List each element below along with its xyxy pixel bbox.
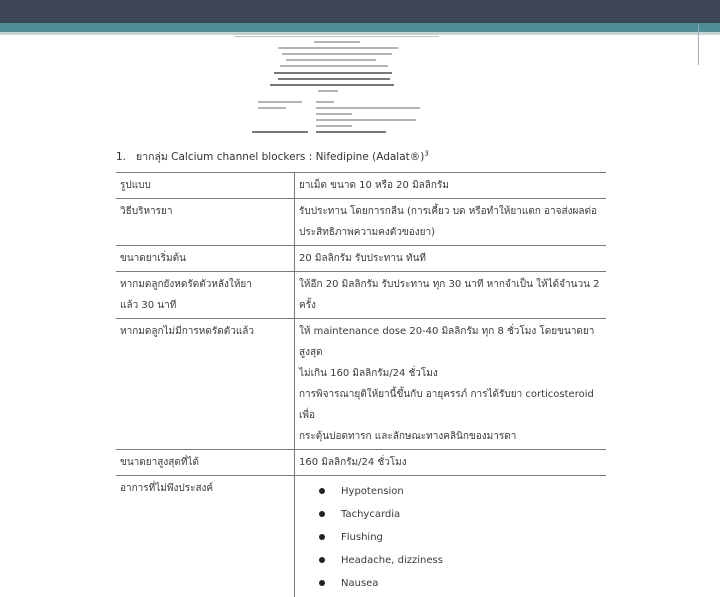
- scanned-document-header: [234, 33, 439, 141]
- row-label: [116, 272, 295, 319]
- slide-top-bar: [0, 0, 720, 23]
- row-label-line: วิธีบริหารยา: [120, 201, 290, 222]
- bullet-icon: [319, 557, 325, 563]
- row-value-line: การพิจารณายุติให้ยานี้ขึ้นกับ อายุครรภ์ การได้รับยา corticosteroid เพื่อ: [299, 384, 602, 426]
- side-effects-list: [299, 480, 602, 595]
- row-value-line: 20 มิลลิกรัม รับประทาน ทันที: [299, 248, 602, 269]
- side-effect-text: Nausea: [341, 578, 378, 589]
- row-value-line: รับประทาน โดยการกลืน (การเคี้ยว บด หรือทำให้ยาแตก อาจส่งผลต่อ: [299, 201, 602, 222]
- slide-corner-frame: [698, 25, 720, 65]
- table-row-side-effects: [116, 476, 606, 597]
- side-effects-cell: [295, 476, 607, 597]
- row-value: [295, 319, 607, 450]
- side-effect-item: [319, 549, 602, 572]
- row-value-line: ไม่เกิน 160 มิลลิกรัม/24 ชั่วโมง: [299, 363, 602, 384]
- bullet-icon: [319, 488, 325, 494]
- slide-accent-bar: [0, 23, 720, 32]
- bullet-icon: [319, 580, 325, 586]
- row-value: [295, 173, 607, 199]
- row-label-line: หากมดลูกยังหดรัดตัวหลังให้ยา: [120, 274, 290, 295]
- table-row: [116, 272, 606, 319]
- row-value: [295, 199, 607, 246]
- row-value-line: ประสิทธิภาพความคงตัวของยา): [299, 222, 602, 243]
- row-label-line: หากมดลูกไม่มีการหดรัดตัวแล้ว: [120, 321, 290, 342]
- side-effect-item: [319, 503, 602, 526]
- table-row: [116, 173, 606, 199]
- row-label-line: รูปแบบ: [120, 175, 290, 196]
- row-label-line: แล้ว 30 นาที: [120, 295, 290, 316]
- side-effect-text: Tachycardia: [341, 509, 400, 520]
- row-value: [295, 272, 607, 319]
- side-effect-text: Hypotension: [341, 486, 404, 497]
- row-value-line: ให้ maintenance dose 20-40 มิลลิกรัม ทุก 8 ชั่วโมง โดยขนาดยาสูงสุด: [299, 321, 602, 363]
- side-effect-item: [319, 572, 602, 595]
- row-value: [295, 450, 607, 476]
- row-value: [295, 246, 607, 272]
- section-title-text: ยากลุ่ม Calcium channel blockers : Nifedipine (Adalat®): [136, 151, 424, 163]
- bullet-icon: [319, 511, 325, 517]
- row-label-line: ขนาดยาสูงสุดที่ได้: [120, 452, 290, 473]
- section-reference: 3: [424, 150, 428, 158]
- row-label: อาการที่ไม่พึงประสงค์: [116, 476, 295, 597]
- table-row: [116, 199, 606, 246]
- table-row: [116, 246, 606, 272]
- row-value-line: ให้อีก 20 มิลลิกรัม รับประทาน ทุก 30 นาที หากจำเป็น ให้ได้จำนวน 2: [299, 274, 602, 295]
- table-row: [116, 319, 606, 450]
- row-label: [116, 246, 295, 272]
- bullet-icon: [319, 534, 325, 540]
- drug-info-table: [116, 172, 606, 597]
- side-effect-item: [319, 480, 602, 503]
- row-label-line: ขนาดยาเริ่มต้น: [120, 248, 290, 269]
- side-effect-item: [319, 526, 602, 549]
- row-label: [116, 450, 295, 476]
- table-row: [116, 450, 606, 476]
- section-heading: [116, 148, 429, 165]
- row-label: [116, 319, 295, 450]
- row-value-line: ยาเม็ด ขนาด 10 หรือ 20 มิลลิกรัม: [299, 175, 602, 196]
- section-number: 1.: [116, 151, 126, 163]
- side-effect-text: Flushing: [341, 532, 383, 543]
- row-value-line: กระตุ้นปอดทารก และลักษณะทางคลินิกของมารดา: [299, 426, 602, 447]
- row-label: [116, 199, 295, 246]
- side-effect-text: Headache, dizziness: [341, 555, 443, 566]
- row-label: [116, 173, 295, 199]
- row-value-line: 160 มิลลิกรัม/24 ชั่วโมง: [299, 452, 602, 473]
- row-value-line: ครั้ง: [299, 295, 602, 316]
